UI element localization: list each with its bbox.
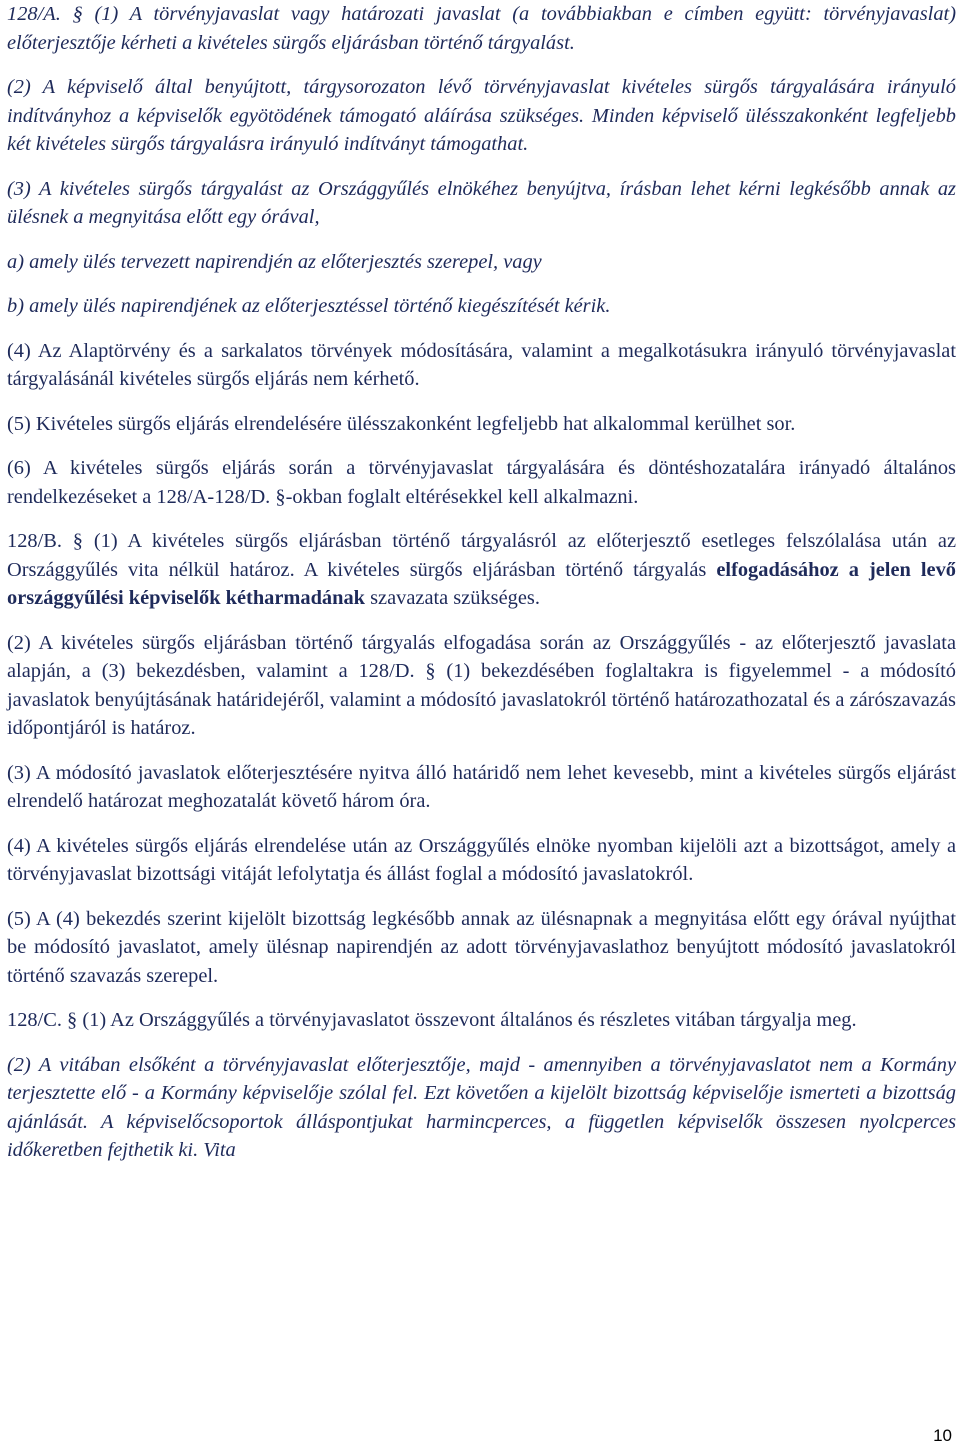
paragraph-128a-6: (6) A kivételes sürgős eljárás során a törvényjavaslat tárgyalására és döntéshozatalára irányadó általános rendelkezéseket a 128/A-128/D. §-okban foglalt eltérésekkel kell alkalmazni.	[7, 457, 956, 508]
paragraph-128a-2: (2) A képviselő által benyújtott, tárgysorozaton lévő törvényjavaslat kivételes sürgős tárgyalására irányuló indítványhoz a képviselők egyötödének támogató aláírása szükséges. Minden képviselő ülésszakonként legfeljebb két kivételes sürgős tárgyalásra irányuló indítványt támogathat.	[7, 76, 956, 155]
paragraph-128b-1	[7, 527, 956, 613]
paragraph-128a-1: 128/A. § (1) A törvényjavaslat vagy határozati javaslat (a továbbiakban e címben együtt: törvényjavaslat) előterjesztője kérheti a kivételes sürgős eljárásban történő tárgyalást.	[7, 3, 956, 54]
paragraph-128b-4: (4) A kivételes sürgős eljárás elrendelése után az Országgyűlés elnöke nyomban kijelöli azt a bizottságot, amely a törvényjavaslat bizottsági vitáját lefolytatja és állást foglal a módosító javaslatokról.	[7, 834, 956, 885]
paragraph-128c-1: 128/C. § (1) Az Országgyűlés a törvényjavaslatot összevont általános és részletes vitában tárgyalja meg.	[7, 1009, 857, 1031]
paragraph-128b-1-text-end: szavazata szükséges.	[365, 587, 540, 609]
paragraph-128b-2: (2) A kivételes sürgős eljárásban történő tárgyalás elfogadása során az Országgyűlés - az előterjesztő javaslata alapján, a (3) bekezdésben, valamint a 128/D. § (1) bekezdésében foglaltakra is figyelemmel - a módosító javaslatok benyújtásának határidejéről, valamint a módosító javaslatokról történő határozathozatal és a zárószavazás időpontjáról is határoz.	[7, 631, 956, 739]
paragraph-128c-2: (2) A vitában elsőként a törvényjavaslat előterjesztője, majd - amennyiben a törvényjavaslatot nem a Kormány terjesztette elő - a Kormány képviselője szólal fel. Ezt követően a kijelölt bizottság képviselője ismerteti a bizottság ajánlását. A képviselőcsoportok álláspontjukat harmincperces, a független képviselők összesen nyolcperces időkeretben fejthetik ki. Vita	[7, 1053, 956, 1161]
paragraph-128b-5: (5) A (4) bekezdés szerint kijelölt bizottság legkésőbb annak az ülésnapnak a megnyitása előtt egy órával nyújthat be módosító javaslatot, amely ülésnap napirendjén az adott törvényjavaslathoz benyújtott módosító javaslatokról történő szavazás szerepel.	[7, 907, 956, 987]
paragraph-128b-1-text-start: 128/B. § (1) A kivételes sürgős eljárásban történő tárgyalásról az előterjesztő esetleges felszólalása után az Országgyűlés vita nélkül határoz. A kivételes sürgős eljárásban történő tárgyalás	[7, 530, 956, 581]
paragraph-128b-1-bold-text: elfogadásához a jelen levő országgyűlési képviselők kétharmadának	[7, 558, 956, 609]
paragraph-128a-3a: a) amely ülés tervezett napirendjén az előterjesztés szerepel, vagy	[7, 250, 542, 273]
page-number: 10	[933, 1426, 952, 1445]
paragraph-128a-5: (5) Kivételes sürgős eljárás elrendelésére ülésszakonként legfeljebb hat alkalommal kerülhet sor.	[7, 412, 796, 435]
paragraph-128a-3: (3) A kivételes sürgős tárgyalást az Országgyűlés elnökéhez benyújtva, írásban lehet kérni legkésőbb annak az ülésnek a megnyitása előtt egy órával,	[7, 177, 956, 228]
document-page	[7, 0, 956, 1165]
paragraph-128a-4: (4) Az Alaptörvény és a sarkalatos törvények módosítására, valamint a megalkotásukra irányuló törvényjavaslat tárgyalásánál kivételes sürgős eljárás nem kérhető.	[7, 339, 956, 390]
paragraph-128b-3: (3) A módosító javaslatok előterjesztésére nyitva álló határidő nem lehet kevesebb, mint a kivételes sürgős eljárást elrendelő határozat meghozatalát követő három óra.	[7, 761, 956, 812]
paragraph-128a-3b: b) amely ülés napirendjének az előterjesztéssel történő kiegészítését kérik.	[7, 295, 611, 317]
